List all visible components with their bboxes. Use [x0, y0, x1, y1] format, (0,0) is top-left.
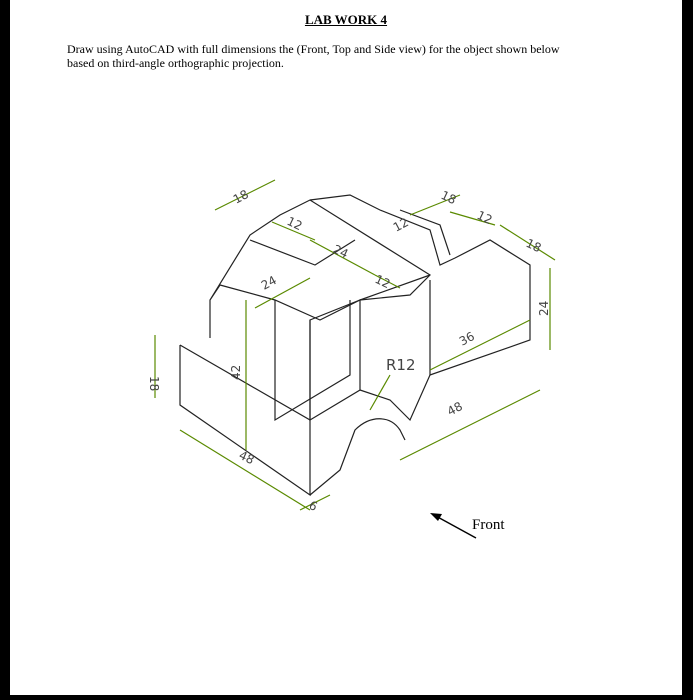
dim-48-left-base: 48 [236, 448, 257, 468]
document-page [10, 0, 682, 695]
dim-36-right: 36 [456, 329, 477, 349]
front-direction-arrow [430, 513, 476, 538]
dim-12-top-mid: 12 [372, 272, 393, 292]
dimension-labels [147, 187, 551, 514]
dim-12-top-left: 12 [284, 214, 305, 234]
radius-label: R12 [386, 356, 416, 374]
isometric-drawing [10, 0, 682, 695]
dim-18-right: 18 [523, 236, 544, 256]
dim-18-top-left: 18 [230, 187, 251, 207]
dim-48-right-base: 48 [444, 399, 465, 419]
dim-18-top-right: 18 [438, 188, 459, 208]
dim-24-inner: 24 [258, 273, 279, 293]
dim-42-height: 42 [229, 364, 243, 380]
dim-24-top-mid: 24 [330, 242, 351, 262]
dimension-lines [155, 180, 555, 510]
object-outline [180, 195, 530, 495]
dim-12-top-right: 12 [474, 208, 495, 228]
page-title: LAB WORK 4 [304, 12, 388, 27]
instructions-line-1: Draw using AutoCAD with full dimensions the (Front, Top and Side view) for the object shown below [67, 42, 560, 56]
dim-18-left-height: 18 [147, 376, 161, 392]
dim-12-center: 12 [390, 215, 411, 235]
dim-6-small: 6 [306, 498, 320, 514]
front-label: Front [472, 517, 505, 533]
dim-24-right-height: 24 [537, 300, 551, 316]
instructions-line-2: based on third-angle orthographic projection. [67, 56, 284, 70]
